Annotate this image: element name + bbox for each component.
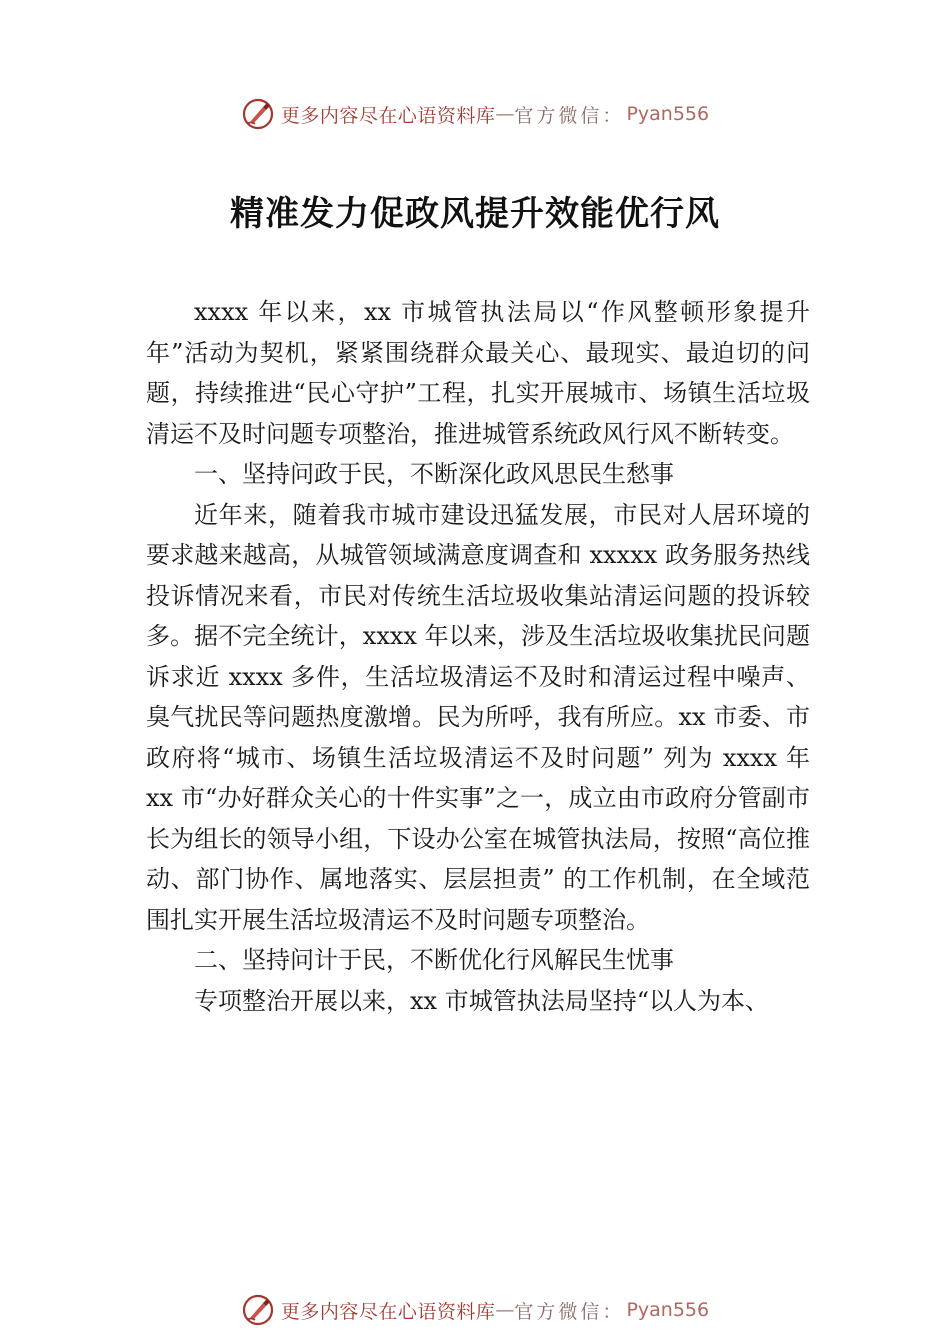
banner-separator: — [495, 1299, 515, 1321]
official-wechat-label: 官方微信： [514, 1300, 625, 1323]
wechat-id: Pyan556 [626, 1299, 710, 1321]
header-banner [0, 94, 950, 134]
brand-text: 更多内容尽在心语资料库 [280, 104, 496, 127]
section-heading: 一、坚持问政于民，不断深化政风思民生愁事 [194, 460, 674, 488]
document-body [146, 292, 810, 1021]
body-paragraph: xxxx 年以来，xx 市城管执法局以“作风整顿形象提升年”活动为契机，紧紧围绕群众最关心、最现实、最迫切的问题，持续推进“民心守护”工程，扎实开展城市、场镇生活垃圾清运不及时问题专项整治，推进城管系统政风行风不断转变。 [146, 298, 810, 448]
brand-text: 更多内容尽在心语资料库 [280, 1300, 496, 1323]
wechat-id: Pyan556 [626, 103, 710, 125]
banner-separator: — [495, 103, 515, 125]
body-paragraph: 近年来，随着我市城市建设迅猛发展，市民对人居环境的要求越来越高，从城管领域满意度调查和 xxxxx 政务服务热线投诉情况来看，市民对传统生活垃圾收集站清运问题的投诉较多。据不完全统计，xxxx 年以来，涉及生活垃圾收集扰民问题诉求近 xxxx 多件，生活垃圾清运不及时和清运过程中噪声、臭气扰民等问题热度激增。民为所呼，我有所应。xx 市委、市政府将“城市、场镇生活垃圾清运不及时问题” 列为 xxxx 年 xx 市“办好群众关心的十件实事”之一，成立由市政府分管副市长为组长的领导小组，下设办公室在城管执法局，按照“高位推动、部门协作、属地落实、层层担责” 的工作机制，在全域范围扎实开展生活垃圾清运不及时问题专项整治。 [146, 500, 810, 934]
document-title: 精准发力促政风提升效能优行风 [230, 194, 720, 234]
official-wechat-label: 官方微信： [514, 104, 625, 127]
body-paragraph: 专项整治开展以来，xx 市城管执法局坚持“以人为本、 [194, 986, 769, 1015]
pen-circle-logo-icon [241, 1293, 275, 1327]
section-heading: 二、坚持问计于民，不断优化行风解民生忧事 [194, 946, 674, 974]
pen-circle-logo-icon [241, 97, 275, 131]
footer-banner [0, 1290, 950, 1330]
